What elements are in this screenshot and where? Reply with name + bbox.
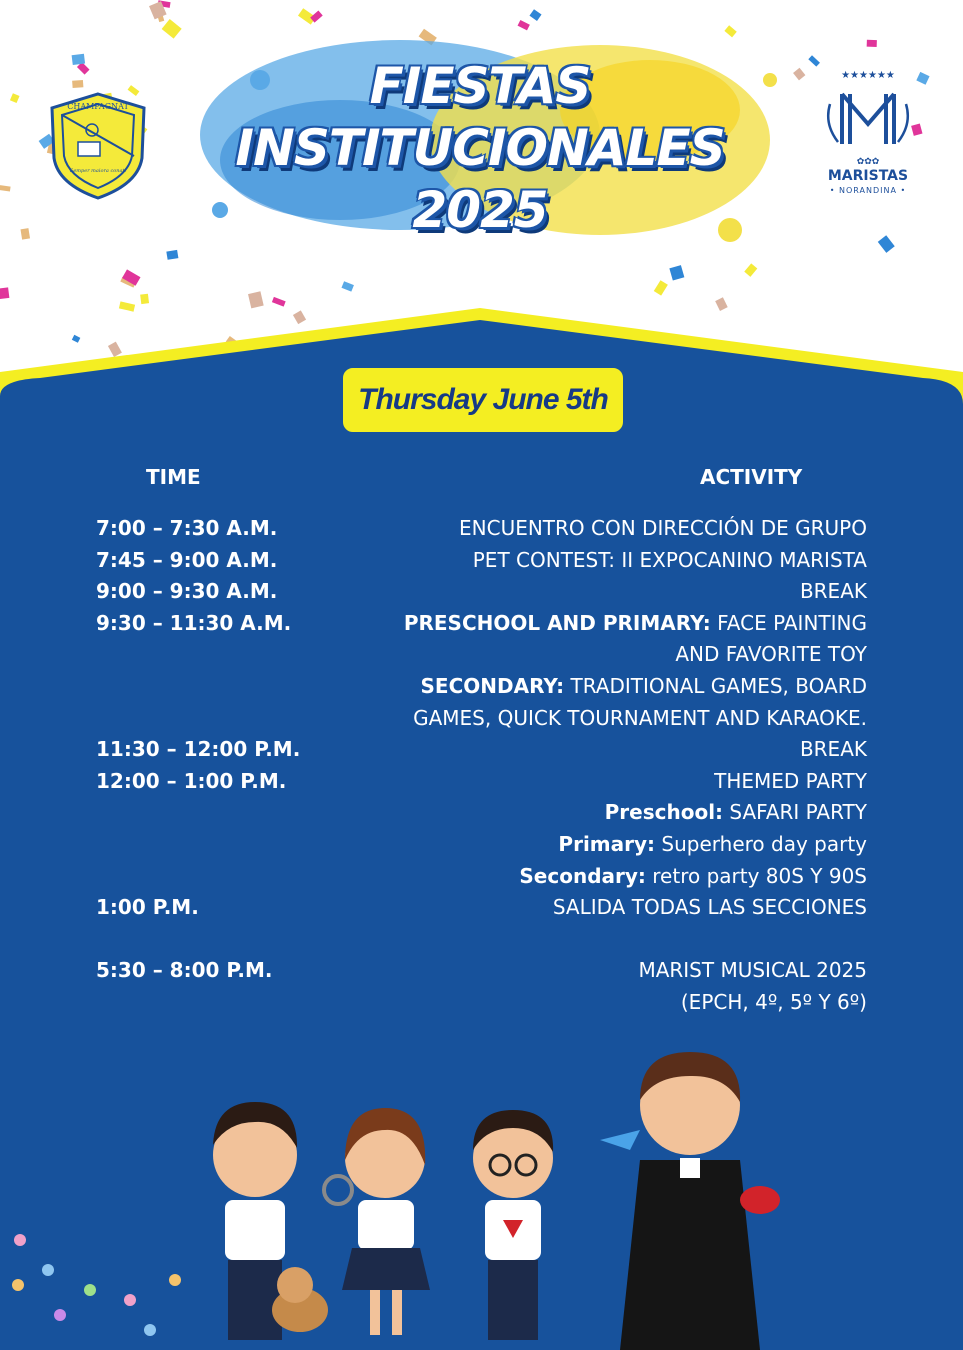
schedule-activity-line <box>675 639 867 671</box>
activity-text: FACE PAINTING <box>710 610 867 635</box>
schedule-activity-line <box>605 797 867 829</box>
activity-text: retro party 80S Y 90S <box>645 863 867 888</box>
confetti-piece <box>916 72 929 85</box>
svg-text:★★★★★★: ★★★★★★ <box>841 70 895 81</box>
schedule-time: 9:00 – 9:30 A.M. <box>96 579 278 604</box>
schedule-activity-line <box>714 766 867 798</box>
paw-prints-icon <box>12 1234 181 1336</box>
activity-section-label: Secondary: <box>519 863 646 888</box>
confetti-piece <box>0 287 9 299</box>
confetti-piece <box>878 235 895 253</box>
activity-text: AND FAVORITE TOY <box>675 642 867 667</box>
event-title <box>200 55 760 241</box>
confetti-piece <box>10 93 20 103</box>
schedule-time: 9:30 – 11:30 A.M. <box>96 610 292 635</box>
activity-text: SALIDA TODAS LAS SECCIONES <box>552 895 867 920</box>
maristas-emblem-icon <box>820 64 916 168</box>
schedule-time: 7:00 – 7:30 A.M. <box>96 516 278 540</box>
activity-text: SAFARI PARTY <box>723 800 867 825</box>
confetti-piece <box>20 228 30 240</box>
confetti-piece <box>341 281 353 291</box>
activity-text: Superhero day party <box>655 831 867 856</box>
boy-with-dog-icon <box>213 1102 328 1340</box>
confetti-piece <box>0 185 11 191</box>
svg-text:Semper maiora conati: Semper maiora conati <box>69 168 127 174</box>
svg-text:✿✿✿: ✿✿✿ <box>856 157 880 167</box>
schedule-time: 1:00 P.M. <box>96 895 199 920</box>
activity-column-header: ACTIVITY <box>700 465 803 489</box>
confetti-piece <box>867 40 877 47</box>
confetti-piece <box>72 80 83 88</box>
schedule-activity-line <box>519 861 867 893</box>
activity-text: BREAK <box>799 737 867 762</box>
maristas-name: MARISTAS <box>827 168 909 184</box>
schedule-row <box>0 545 963 577</box>
characters-illustration <box>0 1040 963 1350</box>
schedule-activity-line <box>421 671 868 703</box>
schedule-activity-line <box>681 987 867 1019</box>
activity-text: BREAK <box>799 579 867 604</box>
schedule-activity-line <box>638 955 867 987</box>
marist-brother-icon <box>600 1052 780 1350</box>
schedule-row <box>0 766 963 892</box>
confetti-piece <box>808 55 820 66</box>
confetti-piece <box>654 280 668 295</box>
activity-text: THEMED PARTY <box>714 768 867 793</box>
activity-text: MARIST MUSICAL 2025 <box>638 958 867 983</box>
activity-section-label: Primary: <box>558 831 656 856</box>
activity-text: ENCUENTRO CON DIRECCIÓN DE GRUPO <box>459 516 867 540</box>
schedule-activity-line <box>404 608 867 640</box>
activity-section-label: SECONDARY: <box>420 673 565 698</box>
activity-text: PET CONTEST: II EXPOCANINO MARISTA <box>472 547 867 572</box>
schedule-activity-line <box>413 703 867 735</box>
superhero-boy-icon <box>473 1110 553 1340</box>
schedule-time: 12:00 – 1:00 P.M. <box>96 768 287 793</box>
activity-text: GAMES, QUICK TOURNAMENT AND KARAOKE. <box>413 705 867 730</box>
title-line-1: FIESTAS <box>369 57 591 115</box>
date-badge: Thursday June 5th <box>343 368 623 432</box>
svg-text:CHAMPAGNAT: CHAMPAGNAT <box>67 102 129 111</box>
schedule-activity-line <box>459 513 867 545</box>
activity-text: TRADITIONAL GAMES, BOARD <box>564 673 867 698</box>
schedule-row <box>0 576 963 608</box>
schedule-row <box>0 892 963 924</box>
schedule-row <box>0 513 963 545</box>
activity-text: (EPCH, 4º, 5º Y 6º) <box>680 989 867 1014</box>
maristas-subtitle: • NORANDINA • <box>829 186 907 195</box>
schedule-activity-line <box>800 734 867 766</box>
confetti-piece <box>72 54 86 65</box>
time-column-header: TIME <box>146 465 201 489</box>
girl-with-magnifier-icon <box>324 1108 430 1335</box>
title-line-2: INSTITUCIONALES <box>235 119 725 177</box>
schedule-row <box>0 955 963 1018</box>
schedule-activity-line <box>800 576 867 608</box>
maristas-logo <box>820 64 916 194</box>
schedule-activity-line <box>553 892 867 924</box>
schedule-time: 11:30 – 12:00 P.M. <box>96 737 301 762</box>
schedule-row <box>0 608 963 734</box>
activity-section-label: PRESCHOOL AND PRIMARY: <box>403 610 711 635</box>
schedule-time: 5:30 – 8:00 P.M. <box>96 958 273 983</box>
activity-section-label: Preschool: <box>604 800 724 825</box>
schedule-row <box>0 734 963 766</box>
schedule-activity-line <box>558 829 867 861</box>
schedule-activity-line <box>473 545 867 577</box>
confetti-piece <box>793 68 805 81</box>
schedule-time: 7:45 – 9:00 A.M. <box>96 547 278 572</box>
title-line-3: 2025 <box>412 181 548 239</box>
champagnat-shield-logo <box>48 92 148 200</box>
